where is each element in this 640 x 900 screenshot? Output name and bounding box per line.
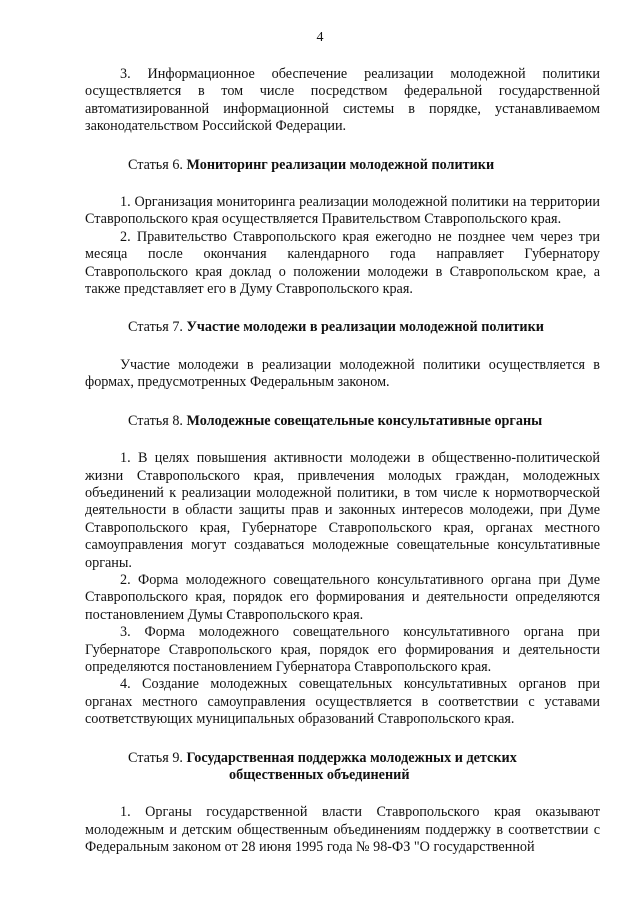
paragraph: 4. Создание молодежных совещательных консультативных органов при органах местного самоуправления осуществляется в соответствии с уставами соответствующих муниципальных образований Ставропольского края. (85, 676, 600, 728)
paragraph: 2. Форма молодежного совещательного консультативного органа при Думе Ставропольского края, порядок его формирования и деятельности определяются постановлением Думы Ставропольского края. (85, 571, 600, 623)
paragraph: 2. Правительство Ставропольского края ежегодно не позднее чем через три месяца после окончания календарного года направляет Губернатору Ставропольского края доклад о положении молодежи в Ставропольском крае, а также представляет его в Думу Ставропольского края. (85, 228, 600, 298)
article-number: Статья 6. (128, 156, 183, 173)
article-7-heading (85, 319, 600, 336)
article-title: Молодежные совещательные консультативные органы (186, 412, 543, 429)
article-6-heading (85, 157, 600, 174)
document-body (85, 66, 600, 857)
article-8-heading (85, 413, 600, 430)
paragraph: 1. Организация мониторинга реализации молодежной политики на территории Ставропольского края осуществляется Правительством Ставропольского края. (85, 194, 600, 228)
paragraph: 3. Форма молодежного совещательного консультативного органа при Губернаторе Ставропольского края, порядок его формирования и деятельности определяются постановлением Губернатора Ставропольского края. (85, 624, 600, 675)
article-number: Статья 7. (128, 319, 183, 336)
paragraph: 3. Информационное обеспечение реализации молодежной политики осуществляется в том числе посредством федеральной государственной автоматизированной информационной системы в порядке, устанавливаемом законодательством Российской Федерации. (85, 66, 600, 135)
article-title-continuation: общественных объединений (229, 767, 410, 783)
paragraph: 1. В целях повышения активности молодежи в общественно-политической жизни Ставропольского края, привлечения молодых граждан, молодежных объединений к реализации молодежной политики, в том числе к нормотворческой деятельности в области защиты прав и законных интересов молодежи, при Думе Ставропольского края, Губернаторе Ставропольского края, органах местного самоуправления могут создаваться молодежные совещательные консультативные органы. (85, 450, 600, 571)
article-title: Участие молодежи в реализации молодежной политики (186, 319, 544, 336)
paragraph: 1. Органы государственной власти Ставропольского края оказывают молодежным и детским общественным объединениям поддержку в соответствии с Федеральным законом от 28 июня 1995 года № 98-ФЗ "О государственной (85, 804, 600, 856)
article-number: Статья 8. (128, 412, 183, 429)
paragraph: Участие молодежи в реализации молодежной политики осуществляется в формах, предусмотренных Федеральным законом. (85, 356, 600, 391)
article-title: Государственная поддержка молодежных и детских (186, 749, 517, 766)
article-title: Мониторинг реализации молодежной политики (186, 156, 495, 173)
article-9-heading (85, 750, 600, 785)
article-number: Статья 9. (128, 749, 183, 766)
page-number: 4 (316, 30, 324, 45)
